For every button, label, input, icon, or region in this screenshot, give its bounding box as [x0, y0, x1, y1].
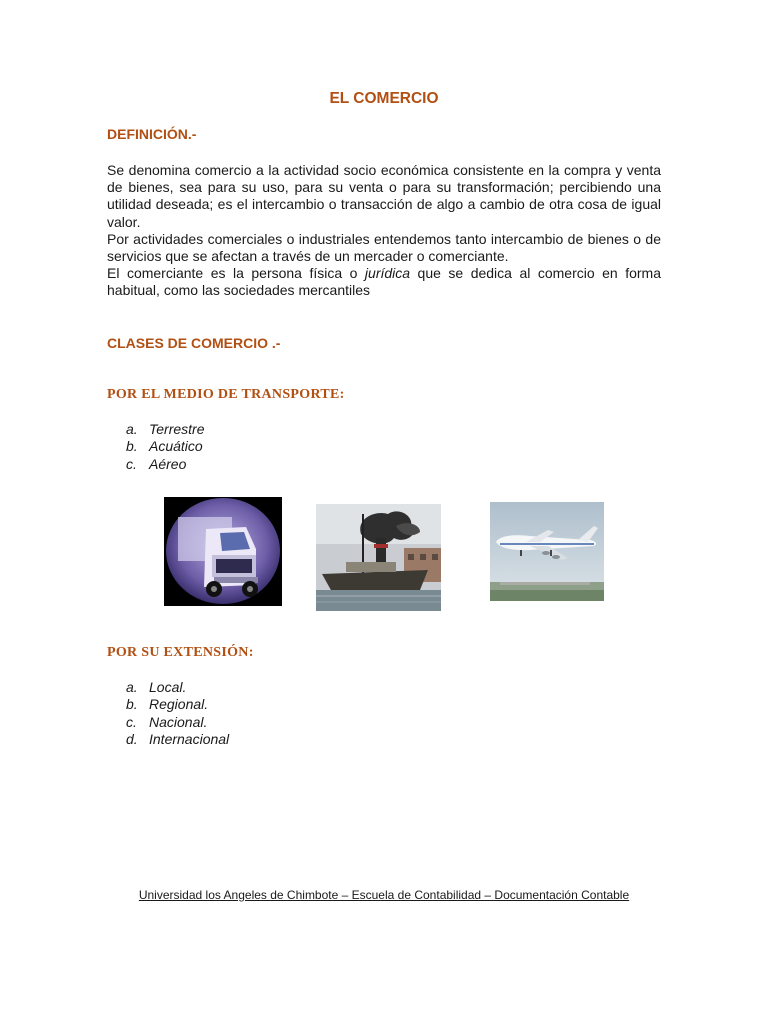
list-marker: d.	[126, 730, 138, 747]
transporte-list	[107, 421, 205, 473]
list-item	[107, 731, 229, 748]
list-marker: b.	[126, 696, 138, 713]
list-marker: a.	[126, 679, 138, 695]
list-item-label: Acuático	[149, 438, 203, 455]
list-item	[107, 679, 229, 696]
airplane-photo	[490, 502, 604, 601]
list-marker: c.	[126, 455, 137, 472]
definicion-body	[107, 162, 661, 300]
list-item	[107, 456, 205, 473]
list-item-label: Local.	[149, 679, 187, 695]
paragraph-2: Por actividades comerciales o industriales entendemos tanto intercambio de bienes o de servicios que se afectan a través de un mercader o comerciante.	[107, 230, 661, 265]
list-marker: b.	[126, 438, 138, 455]
list-item	[107, 714, 229, 731]
list-item	[107, 696, 229, 713]
list-marker: c.	[126, 713, 137, 730]
paragraph-3-end: que se dedica al comercio en forma habitual, como las sociedades mercantiles	[107, 265, 661, 299]
truck-photo	[164, 497, 282, 606]
clases-heading: CLASES DE COMERCIO .-	[107, 335, 281, 351]
list-item	[107, 421, 205, 438]
document-title: EL COMERCIO	[329, 90, 439, 107]
list-item-label: Aéreo	[149, 455, 187, 472]
extension-heading: POR SU EXTENSIÓN:	[107, 645, 254, 660]
paragraph-3-start: El comerciante es la persona física o	[107, 265, 365, 282]
transporte-heading: POR EL MEDIO DE TRANSPORTE:	[107, 387, 345, 402]
paragraph-1: Se denomina comercio a la actividad socio económica consistente en la compra y venta de bienes, sea para su uso, para su venta o para su transformación; percibiendo una utilidad deseada; es el intercambio o transacción de algo a cambio de otra cosa de igual valor.	[107, 162, 661, 230]
extension-list	[107, 679, 229, 748]
paragraph-3	[107, 265, 661, 299]
list-item-label: Regional.	[149, 696, 209, 713]
list-item	[107, 438, 205, 455]
steamship-photo	[316, 504, 441, 611]
list-item-label: Internacional	[149, 730, 230, 747]
page-footer: Universidad los Angeles de Chimbote – Escuela de Contabilidad – Documentación Contable	[138, 888, 630, 902]
definicion-heading: DEFINICIÓN.-	[107, 126, 197, 142]
list-marker: a.	[126, 421, 138, 437]
list-item-label: Nacional.	[149, 713, 208, 730]
list-item-label: Terrestre	[149, 421, 205, 437]
paragraph-3-italic: jurídica	[364, 265, 411, 282]
